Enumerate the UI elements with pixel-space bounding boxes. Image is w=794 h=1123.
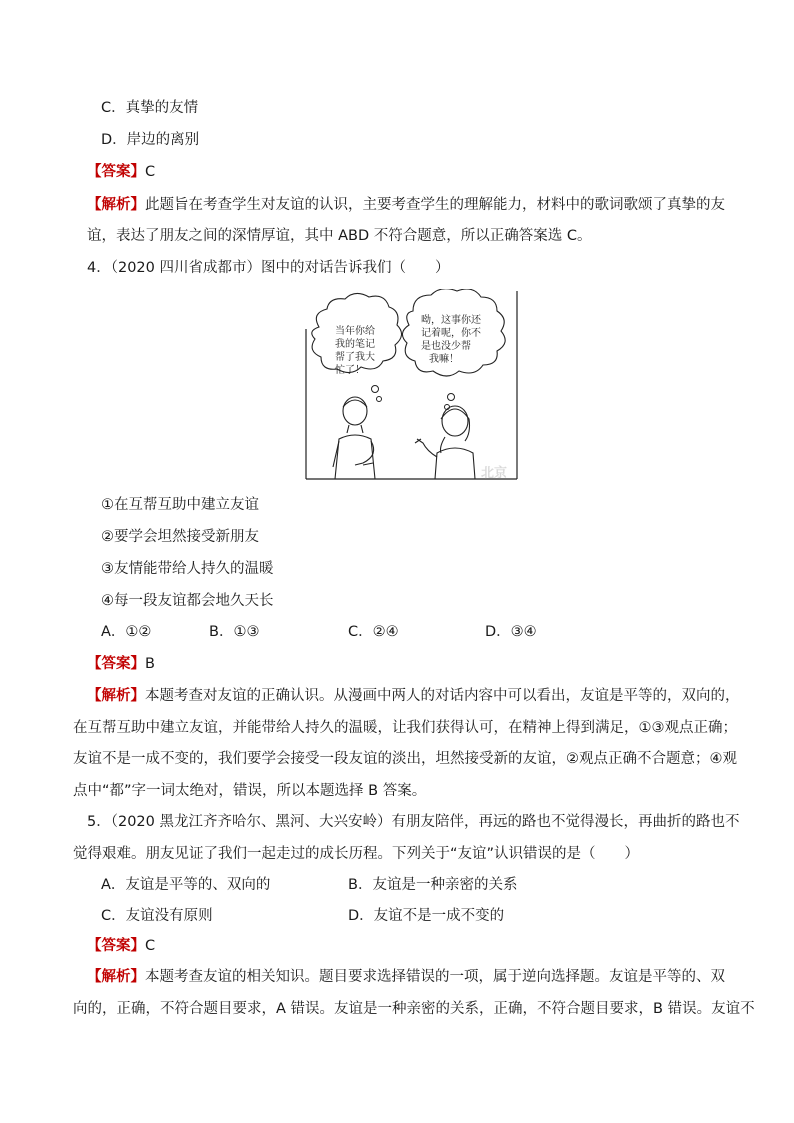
q4-analysis-line-1: [87, 686, 740, 706]
left-bubble-line-2: 我的笔记: [335, 339, 375, 350]
q4-analysis-line-2: 在互帮互助中建立友谊，并能带给人持久的温暖，让我们获得认可，在精神上得到满足，①③观点正确；: [73, 720, 737, 736]
q4-answer: [87, 654, 155, 674]
q5-option-a: A．友谊是平等的、双向的: [101, 877, 271, 893]
analysis-text: 本题考查友谊的相关知识。题目要求选择错误的一项，属于逆向选择题。友谊是平等的、双: [145, 969, 725, 985]
q4-analysis-line-4: 点中“都”字一词太绝对，错误，所以本题选择 B 答案。: [73, 783, 427, 799]
analysis-text: 此题旨在考查学生对友谊的认识，主要考查学生的理解能力，材料中的歌词歌颂了真挚的友: [145, 197, 725, 213]
q3-analysis-line-2: 谊，表达了朋友之间的深情厚谊，其中 ABD 不符合题意，所以正确答案选 C。: [87, 228, 592, 244]
right-person-figure: [415, 406, 475, 479]
q4-item-1: ①在互帮互助中建立友谊: [101, 497, 259, 513]
q5-option-c: C．友谊没有原则: [101, 908, 213, 924]
q4-choice-b: B．①③: [209, 624, 260, 640]
q4-stem: 4．（2020 四川省成都市）图中的对话告诉我们（ ）: [87, 260, 450, 276]
q4-item-2: ②要学会坦然接受新朋友: [101, 529, 259, 545]
q4-choice-d: D．③④: [485, 624, 537, 640]
q5-option-d: D．友谊不是一成不变的: [348, 908, 505, 924]
answer-label: 【答案】: [87, 938, 145, 954]
answer-label: 【答案】: [87, 656, 145, 672]
right-bubble-line-4: 我嘛！: [429, 354, 459, 365]
right-bubble-line-3: 是也没少帮: [421, 341, 471, 352]
q4-choice-a: A．①②: [101, 624, 152, 640]
right-bubble-line-1: 呦，这事你还: [421, 315, 481, 326]
q3-analysis-line-1: [87, 195, 725, 215]
q5-stem-line-2: 觉得艰难。朋友见证了我们一起走过的成长历程。下列关于“友谊”认识错误的是（ ）: [73, 846, 640, 862]
q4-item-3: ③友情能带给人持久的温暖: [101, 561, 274, 577]
answer-label: 【答案】: [87, 164, 145, 180]
left-bubble-line-3: 帮了我大: [335, 352, 375, 363]
q3-answer: [87, 162, 155, 182]
q5-answer: [87, 936, 155, 956]
q3-option-d: D．岸边的离别: [101, 132, 200, 148]
analysis-label: 【解析】: [87, 688, 145, 704]
left-person-figure: [333, 397, 375, 479]
left-bubble-line-1: 当年你给: [335, 326, 375, 337]
answer-value: C: [145, 164, 156, 180]
left-bubble-line-4: 忙了！: [335, 365, 365, 376]
left-thought-bubble: [312, 293, 402, 401]
q5-analysis-line-2: 向的，正确，不符合题目要求，A 错误。友谊是一种亲密的关系，正确，不符合题目要求，B 错误。友谊不: [73, 1001, 755, 1017]
right-bubble-line-2: 记着呢，你不: [421, 328, 481, 339]
watermark-text: 北京: [481, 466, 508, 481]
answer-value: B: [145, 656, 155, 672]
answer-value: C: [145, 938, 156, 954]
right-thought-bubble: [402, 289, 505, 410]
q3-option-c: C．真挚的友情: [101, 100, 199, 116]
analysis-text: 本题考查对友谊的正确认识。从漫画中两人的对话内容中可以看出，友谊是平等的，双向的，: [145, 688, 740, 704]
analysis-label: 【解析】: [87, 197, 145, 213]
q4-choice-c: C．②④: [348, 624, 399, 640]
q4-item-4: ④每一段友谊都会地久天长: [101, 593, 274, 609]
q5-analysis-line-1: [87, 967, 725, 987]
analysis-label: 【解析】: [87, 969, 145, 985]
q4-analysis-line-3: 友谊不是一成不变的，我们要学会接受一段友谊的淡出，坦然接受新的友谊，②观点正确不合题意；④观: [73, 751, 737, 767]
q5-stem-line-1: 5．（2020 黑龙江齐齐哈尔、黑河、大兴安岭）有朋友陪伴，再远的路也不觉得漫长，再曲折的路也不: [87, 814, 740, 830]
q5-option-b: B．友谊是一种亲密的关系: [348, 877, 518, 893]
q4-cartoon-image: [305, 289, 519, 481]
